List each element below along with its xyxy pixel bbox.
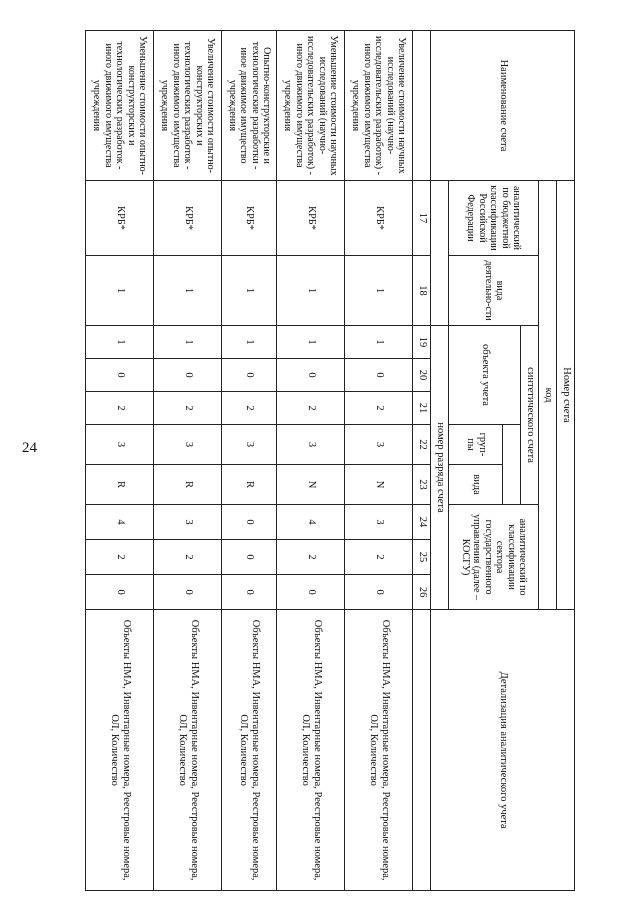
row-cell-c21: 2 [86,392,154,425]
row-cell-c19: 1 [86,326,154,359]
header-kosgu: аналитический по классификации сектора государственного управления (далее – КОСГУ) [449,505,539,610]
row-cell-c22: 3 [86,425,154,465]
col-number: 24 [413,505,431,540]
row-cell-c23: N [277,465,345,505]
row-cell-c17: КРБ* [86,181,154,256]
row-cell-c25: 0 [222,540,277,575]
col-number: 19 [413,326,431,359]
col-number: 25 [413,540,431,575]
page-number: 24 [22,440,37,456]
row-cell-c20: 0 [222,359,277,392]
row-cell-c18: 1 [86,256,154,326]
row-detail: Объекты НМА, Инвентарные номера, Реестровые номера, ОЛ, Количество [86,610,154,891]
col-number: 20 [413,359,431,392]
table-row [345,31,413,891]
row-cell-c25: 2 [277,540,345,575]
row-cell-c24: 0 [222,505,277,540]
row-cell-c26: 0 [345,575,413,610]
row-cell-c20: 0 [86,359,154,392]
header-activity-type: вида деятельно-сти [449,256,539,326]
header-code: код [539,181,557,610]
row-cell-c22: 3 [154,425,222,465]
row-cell-c18: 1 [277,256,345,326]
header-account-object: объекта учета [449,326,521,425]
row-cell-c26: 0 [277,575,345,610]
row-cell-c24: 4 [86,505,154,540]
row-cell-c24: 4 [277,505,345,540]
header-kind: вида [449,465,503,505]
row-cell-c19: 1 [154,326,222,359]
row-cell-c20: 0 [154,359,222,392]
row-detail: Объекты НМА, Инвентарные номера, Реестровые номера, ОЛ, Количество [345,610,413,891]
row-cell-c23: R [222,465,277,505]
row-cell-c18: 1 [154,256,222,326]
row-cell-c18: 1 [345,256,413,326]
row-cell-c20: 0 [277,359,345,392]
row-detail: Объекты НМА, Инвентарные номера, Реестровые номера, ОЛ, Количество [277,610,345,891]
row-cell-c23: R [86,465,154,505]
row-cell-c17: КРБ* [154,181,222,256]
row-cell-c18: 1 [222,256,277,326]
row-account-name: Опытно-конструкторские и технологические разработки - иное движимое имущество учреждения [222,31,277,181]
table-row [154,31,222,891]
table-row [222,31,277,891]
row-cell-c19: 1 [222,326,277,359]
header-account-name: Наименование счета [431,31,575,181]
row-cell-c19: 1 [277,326,345,359]
row-cell-c23: R [154,465,222,505]
col-number: 23 [413,465,431,505]
header-detail: Детализация аналитического учета [431,610,575,891]
col-number: 17 [413,181,431,256]
row-cell-c17: КРБ* [345,181,413,256]
header-synthetic: синтетического счета [521,326,539,505]
row-cell-c20: 0 [345,359,413,392]
header-analytic-bk: аналитический по бюджетной классификации Российской Федерации [449,181,539,256]
header-group: груп-пы [449,425,503,465]
row-cell-c23: N [345,465,413,505]
row-account-name: Увеличение стоимости опытно-конструкторских и технологических разработок - иного движимого имущества учреждения [154,31,222,181]
row-detail: Объекты НМА, Инвентарные номера, Реестровые номера, ОЛ, Количество [222,610,277,891]
table-row [86,31,154,891]
row-cell-c17: КРБ* [222,181,277,256]
row-cell-c22: 3 [222,425,277,465]
accounts-table [85,30,575,891]
row-cell-c17: КРБ* [277,181,345,256]
row-detail: Объекты НМА, Инвентарные номера, Реестровые номера, ОЛ, Количество [154,610,222,891]
col-number: 21 [413,392,431,425]
row-cell-c21: 2 [154,392,222,425]
row-cell-c25: 2 [345,540,413,575]
row-cell-c26: 0 [222,575,277,610]
row-account-name: Уменьшение стоимости опытно-конструкторских и технологических разработок - иного движимого имущества учреждения [86,31,154,181]
col-number: 26 [413,575,431,610]
row-cell-c21: 2 [277,392,345,425]
row-account-name: Увеличение стоимости научных исследований (научно-исследовательских разработок) - иного движимого имущества учреждения [345,31,413,181]
table-row [277,31,345,891]
row-account-name: Уменьшение стоимости научных исследований (научно-исследовательских разработок) - иного движимого имущества учреждения [277,31,345,181]
row-cell-c22: 3 [345,425,413,465]
row-cell-c26: 0 [86,575,154,610]
row-cell-c19: 1 [345,326,413,359]
row-cell-c21: 2 [345,392,413,425]
row-cell-c21: 2 [222,392,277,425]
col-number: 18 [413,256,431,326]
header-account-number: Номер счета [557,181,575,610]
row-cell-c26: 0 [154,575,222,610]
row-cell-c22: 3 [277,425,345,465]
row-cell-c25: 2 [154,540,222,575]
table-body [86,31,413,891]
header-digit-number: номер разряда счета [431,326,449,610]
col-number: 22 [413,425,431,465]
row-cell-c24: 3 [154,505,222,540]
row-cell-c25: 2 [86,540,154,575]
row-cell-c24: 3 [345,505,413,540]
